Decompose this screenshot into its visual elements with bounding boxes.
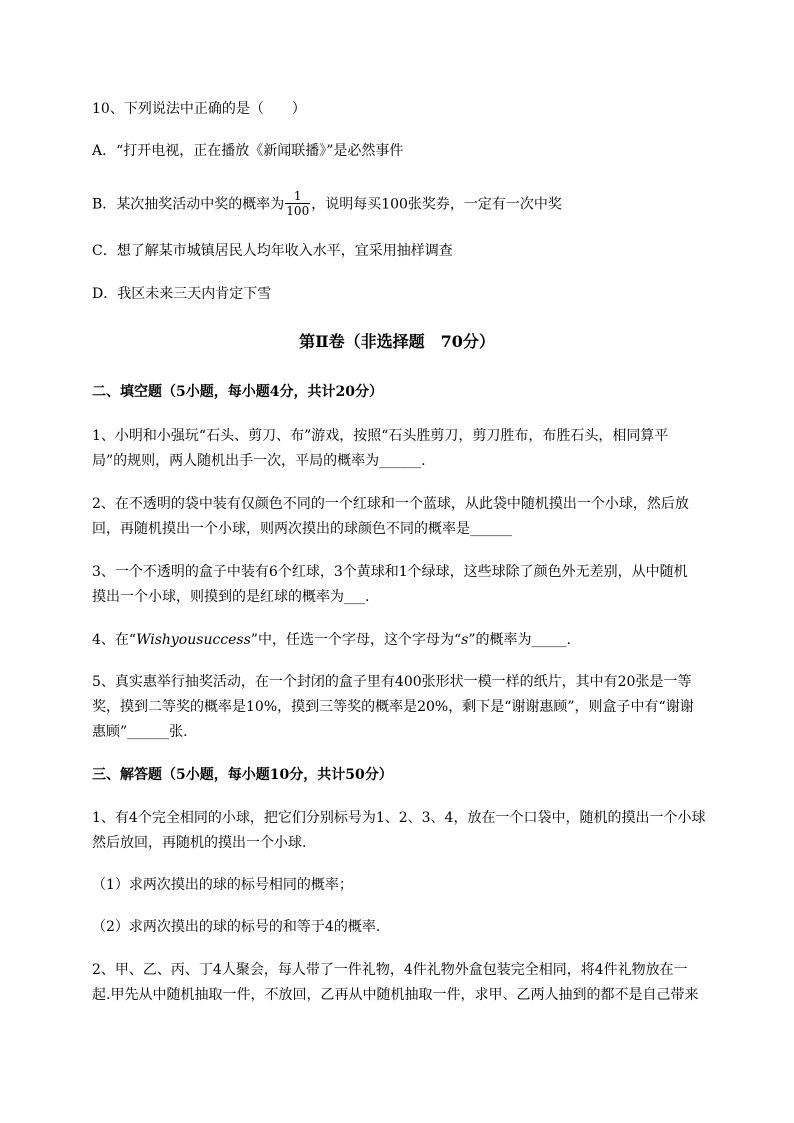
fill-q4-word: Wishyousuccess [136,632,251,648]
solve-section-header: 三、解答题（5小题，每小题10分，共计50分） [92,767,393,783]
part-two-title: 第Ⅱ卷（非选择题 70分） [299,332,495,351]
fill-q4-mid: ”中，任选一个字母，这个字母为“ [250,632,462,648]
fraction-one-hundredth [285,189,310,218]
solve-q1-sub1: （1）求两次摸出的球的标号相同的概率； [92,877,353,893]
fill-q1-line1: 1、小明和小强玩“石头、剪刀、布”游戏，按照“石头胜剪刀，剪刀胜布，布胜石头，相同算平 [92,428,669,444]
fill-q4-post: ”的概率为_____. [468,632,571,648]
fill-q2-line1: 2、在不透明的袋中装有仅颜色不同的一个红球和一个蓝球，从此袋中随机摸出一个小球，然后放 [92,496,689,512]
fill-q4 [92,630,738,650]
fill-q3-line2: 摸出一个小球，则摸到的是红球的概率为___. [92,589,370,605]
q10-option-b [92,190,738,219]
fill-q2-line2: 回，再随机摸出一个小球，则两次摸出的球颜色不同的概率是______ [92,521,512,537]
solve-q1-line1: 1、有4个完全相同的小球，把它们分别标号为1、2、3、4，放在一个口袋中，随机的摸出一个小球 [92,810,706,826]
solve-q1-sub2: （2）求两次摸出的球的标号的和等于4的概率. [92,919,381,935]
fraction-denominator: 100 [286,204,310,218]
q10-option-a: A．“打开电视，正在播放《新闻联播》”是必然事件 [92,143,404,159]
solve-q2-line2: 起.甲先从中随机抽取一件，不放回，乙再从中随机抽取一件，求甲、乙两人抽到的都不是自己带来 [92,987,699,1003]
q10-option-b-post: ，说明每买100张奖券，一定有一次中奖 [311,196,562,213]
solve-q1-line2: 然后放回，再随机的摸出一个小球. [92,835,307,851]
q10-option-d: D．我区未来三天内肯定下雪 [92,286,272,302]
q10-stem: 10、下列说法中正确的是（ ） [92,101,306,117]
solve-q2-line1: 2、甲、乙、丙、丁4人聚会，每人带了一件礼物，4件礼物外盒包装完全相同，将4件礼物放在一 [92,962,688,978]
fill-q1-line2: 局”的规则，两人随机出手一次，平局的概率为______. [92,453,426,469]
fraction-numerator: 1 [285,189,310,204]
fill-q5-line2: 奖，摸到二等奖的概率是10%，摸到三等奖的概率是20%，剩下是“谢谢惠顾”，则盒子中有“谢谢 [92,699,694,715]
fill-q4-letter: s [461,632,469,648]
fill-q4-pre: 4、在“ [92,632,137,648]
q10-option-b-pre: B．某次抽奖活动中奖的概率为 [92,196,285,213]
fill-q5-line1: 5、真实惠举行抽奖活动，在一个封闭的盒子里有400张形状一模一样的纸片，其中有20张是一等 [92,674,692,690]
fill-section-header: 二、填空题（5小题，每小题4分，共计20分） [92,384,383,400]
fill-q5-line3: 惠顾”______张. [92,724,188,740]
fill-q3-line1: 3、一个不透明的盒子中装有6个红球，3个黄球和1个绿球，这些球除了颜色外无差别，从中随机 [92,564,688,580]
q10-option-c: C．想了解某市城镇居民人均年收入水平，宜采用抽样调查 [92,243,453,259]
